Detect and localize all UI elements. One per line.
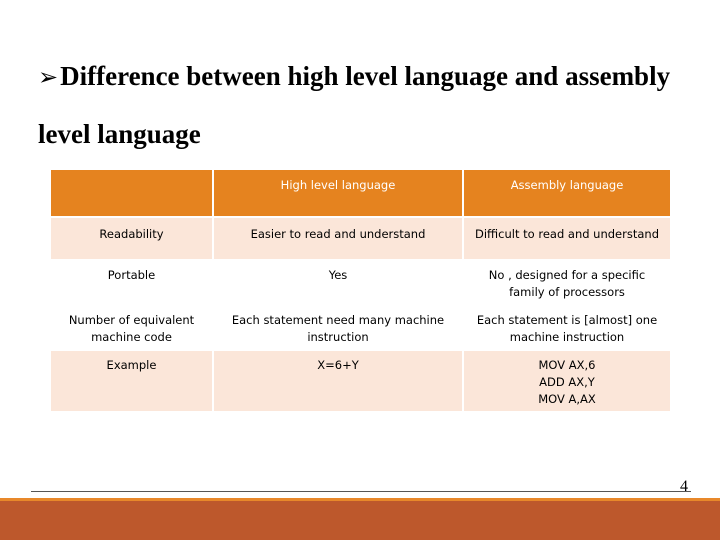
- row-label: Portable: [51, 260, 213, 305]
- header-cell-assembly: Assembly language: [463, 170, 671, 217]
- assembly-code-line: MOV AX,6: [538, 358, 596, 372]
- table-row: [51, 305, 671, 350]
- page-number: 4: [680, 478, 688, 495]
- table-row: [51, 217, 671, 260]
- header-cell-empty: [51, 170, 213, 217]
- high-level-cell: Easier to read and understand: [213, 217, 463, 260]
- table-row: [51, 350, 671, 412]
- high-level-cell: X=6+Y: [213, 350, 463, 412]
- assembly-cell: Difficult to read and understand: [463, 217, 671, 260]
- high-level-cell: Yes: [213, 260, 463, 305]
- assembly-cell: [463, 350, 671, 412]
- footer-divider-line: [31, 491, 691, 492]
- table-header-row: [51, 170, 671, 217]
- assembly-code-line: MOV A,AX: [538, 392, 596, 406]
- row-label: Readability: [51, 217, 213, 260]
- row-label: Example: [51, 350, 213, 412]
- slide-title-text: Difference between high level language and assembly level language: [38, 61, 671, 149]
- assembly-cell: No , designed for a specific family of processors: [463, 260, 671, 305]
- assembly-cell: Each statement is [almost] one machine instruction: [463, 305, 671, 350]
- footer-bar: [0, 501, 720, 540]
- comparison-table: [51, 170, 672, 413]
- slide-title: [38, 48, 698, 163]
- table-row: [51, 260, 671, 305]
- assembly-code-line: ADD AX,Y: [539, 375, 595, 389]
- arrow-bullet-icon: ➢: [38, 63, 59, 91]
- header-cell-high-level: High level language: [213, 170, 463, 217]
- high-level-cell: Each statement need many machine instruction: [213, 305, 463, 350]
- row-label: Number of equivalent machine code: [51, 305, 213, 350]
